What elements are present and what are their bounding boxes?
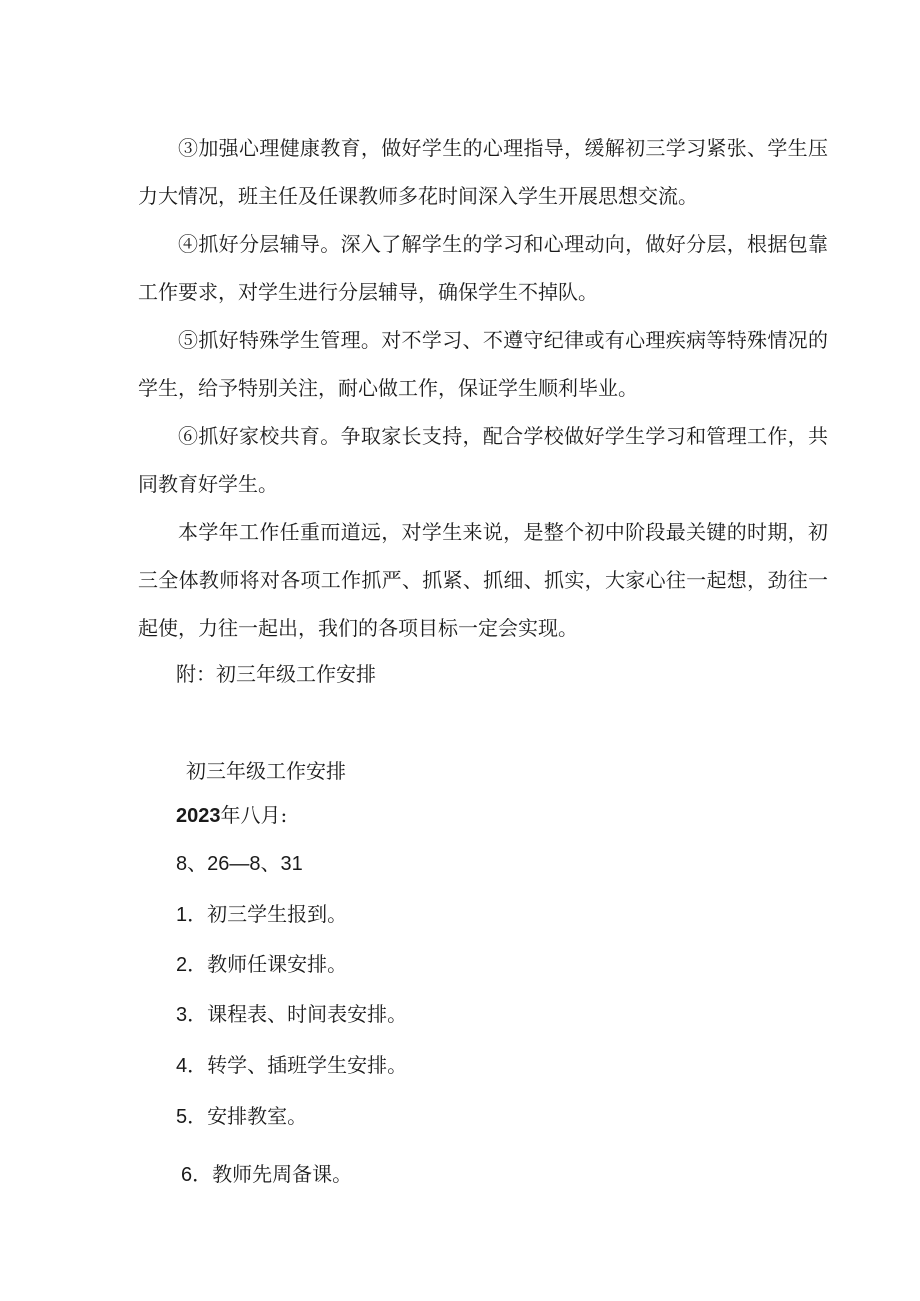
paragraph-layered-tutoring: ④抓好分层辅导。深入了解学生的学习和心理动向，做好分层，根据包靠工作要求，对学生进行分层辅导，确保学生不掉队。 — [138, 232, 828, 304]
schedule-item-number: 5 — [176, 1106, 188, 1128]
schedule-item-text: ．安排教室。 — [187, 1104, 308, 1128]
schedule-item-text: ．教师先周备课。 — [192, 1162, 353, 1186]
schedule-item-number: 4 — [176, 1055, 188, 1077]
paragraph-summary: 本学年工作任重而道远，对学生来说，是整个初中阶段最关键的时期，初三全体教师将对各项工作抓严、抓紧、抓细、抓实，大家心往一起想，劲往一起使，力往一起出，我们的各项目标一定会实现。 — [138, 520, 828, 640]
schedule-year: 2023 — [176, 805, 221, 827]
schedule-item-text: ．初三学生报到。 — [187, 902, 348, 926]
schedule-item-number: 3 — [176, 1004, 188, 1026]
schedule-item-text: ．课程表、时间表安排。 — [187, 1002, 408, 1026]
schedule-item — [181, 1160, 352, 1189]
schedule-item-number: 2 — [176, 954, 188, 976]
schedule-title: 初三年级工作安排 — [186, 759, 346, 783]
paragraph-mental-health: ③加强心理健康教育，做好学生的心理指导，缓解初三学习紧张、学生压力大情况，班主任及任课教师多花时间深入学生开展思想交流。 — [138, 136, 828, 208]
schedule-item — [176, 1051, 407, 1080]
paragraph-home-school: ⑥抓好家校共育。争取家长支持，配合学校做好学生学习和管理工作，共同教育好学生。 — [138, 424, 828, 496]
schedule-month-heading — [176, 801, 287, 830]
schedule-item — [176, 1000, 407, 1029]
schedule-date-range: 8、26—8、31 — [176, 853, 303, 875]
schedule-item-text: ．转学、插班学生安排。 — [187, 1053, 408, 1077]
schedule-item-number: 6 — [181, 1164, 193, 1186]
schedule-item — [176, 1102, 307, 1131]
appendix-note: 附：初三年级工作安排 — [176, 662, 376, 686]
schedule-month-label: 年八月: — [220, 803, 288, 827]
schedule-item — [176, 900, 347, 929]
schedule-item-text: ．教师任课安排。 — [187, 952, 348, 976]
paragraph-special-students: ⑤抓好特殊学生管理。对不学习、不遵守纪律或有心理疾病等特殊情况的学生，给予特别关注，耐心做工作，保证学生顺利毕业。 — [138, 328, 828, 400]
schedule-item — [176, 950, 347, 979]
schedule-item-number: 1 — [176, 904, 188, 926]
